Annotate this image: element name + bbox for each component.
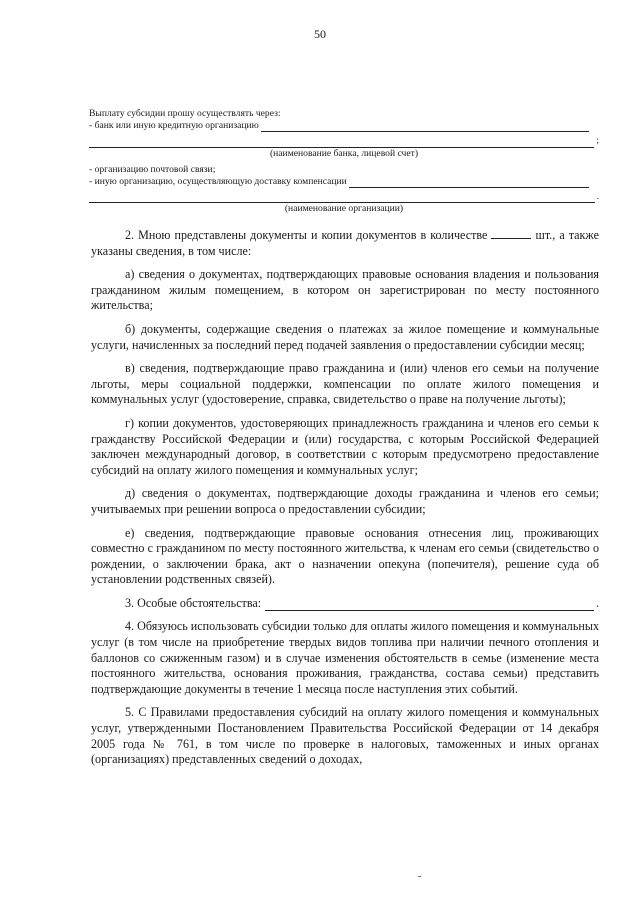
other-org-blank[interactable] — [349, 178, 589, 188]
paragraph-d: д) сведения о документах, подтверждающие доходы гражданина и членов его семьи; учитываемых при решении вопроса о предоставлении субсидии; — [91, 486, 599, 516]
paragraph-2-start: 2. Мною представлены документы и копии документов в количестве — [125, 228, 488, 242]
document-count-blank[interactable] — [491, 228, 531, 239]
bank-row — [89, 120, 599, 132]
paragraph-3 — [91, 596, 599, 612]
paragraph-g: г) копии документов, удостоверяющих принадлежность гражданина и членов его семьи к гражданству Российской Федерации и (или) государства, с которым Российской Федерацией заключен международный договор, в соответствии с которым предусмотрено предоставление субсидий на оплату жилого помещения и коммунальных услуг; — [91, 415, 599, 477]
paragraph-v: в) сведения, подтверждающие право гражданина и (или) членов его семьи на получение льготы, меры социальной поддержки, компенсации по оплате жилого помещения и коммунальных услуг (удостоверение, справка, свидетельство о праве на получение льготы); — [91, 361, 599, 407]
paragraph-5: 5. С Правилами предоставления субсидий на оплату жилого помещения и коммунальных услуг, утвержденными Постановлением Правительства Российской Федерации от 14 декабря 2005 года № 761, в том числе по проверке в налоговых, таможенных и иных органах (организациях) представленных сведений о доходах, — [91, 705, 599, 767]
special-circumstances-end-mark: . — [595, 595, 599, 610]
payment-method-section — [89, 108, 599, 215]
bank-row-continued — [89, 135, 599, 147]
other-org-row-continued — [89, 191, 599, 203]
post-label: - организацию почтовой связи; — [89, 163, 216, 175]
bank-account-blank[interactable] — [89, 138, 594, 148]
other-org-end-mark: . — [596, 191, 599, 203]
payment-intro: Выплату субсидии прошу осуществлять через: — [89, 108, 281, 119]
paragraph-4: 4. Обязуюсь использовать субсидии только для оплаты жилого помещения и коммунальных услуг (в том числе на приобретение твердых видов топлива при наличии печного отопления и баллонов со сжиженным газом) и в случае изменения обстоятельств в семье (изменение места постоянного жительства, основания проживания, гражданства, состава семьи) представить подтверждающие документы в течение 1 месяца после наступления этих событий. — [91, 619, 599, 696]
paragraph-2-end: шт., а также указаны сведения, в том числе: — [91, 228, 599, 258]
other-org-name-blank[interactable] — [89, 193, 595, 203]
bank-name-blank[interactable] — [261, 122, 589, 132]
bank-end-mark: ; — [596, 135, 599, 147]
bank-caption: (наименование банка, лицевой счет) — [269, 147, 419, 159]
paragraph-2 — [91, 228, 599, 259]
paragraph-b: б) документы, содержащие сведения о платежах за жилое помещение и коммунальные услуги, начисленных за последний перед подачей заявления о предоставлении субсидии месяц; — [91, 321, 599, 352]
special-circumstances-label: 3. Особые обстоятельства: — [125, 595, 262, 610]
other-org-label: - иную организацию, осуществляющую доставку компенсации — [89, 175, 347, 187]
bank-label: - банк или иную кредитную организацию — [89, 120, 259, 132]
page-number: 50 — [314, 27, 326, 41]
other-org-row — [89, 176, 599, 188]
paragraph-e: е) сведения, подтверждающие правовые основания отнесения лиц, проживающих совместно с гражданином по месту постоянного жительства, к членам его семьи (свидетельство о рождении, о заключении брака, акт о назначении опекуна (попечителя), решение суда об установлении родственных связей). — [91, 525, 599, 587]
other-org-caption: (наименование организации) — [284, 203, 404, 215]
scan-speck — [418, 876, 421, 877]
special-circumstances-blank[interactable] — [265, 599, 594, 611]
paragraph-a: а) сведения о документах, подтверждающих правовые основания владения и пользования гражданином жилым помещением, в котором он зарегистрирован по месту постоянного жительства; — [91, 267, 599, 313]
document-body — [91, 228, 599, 776]
